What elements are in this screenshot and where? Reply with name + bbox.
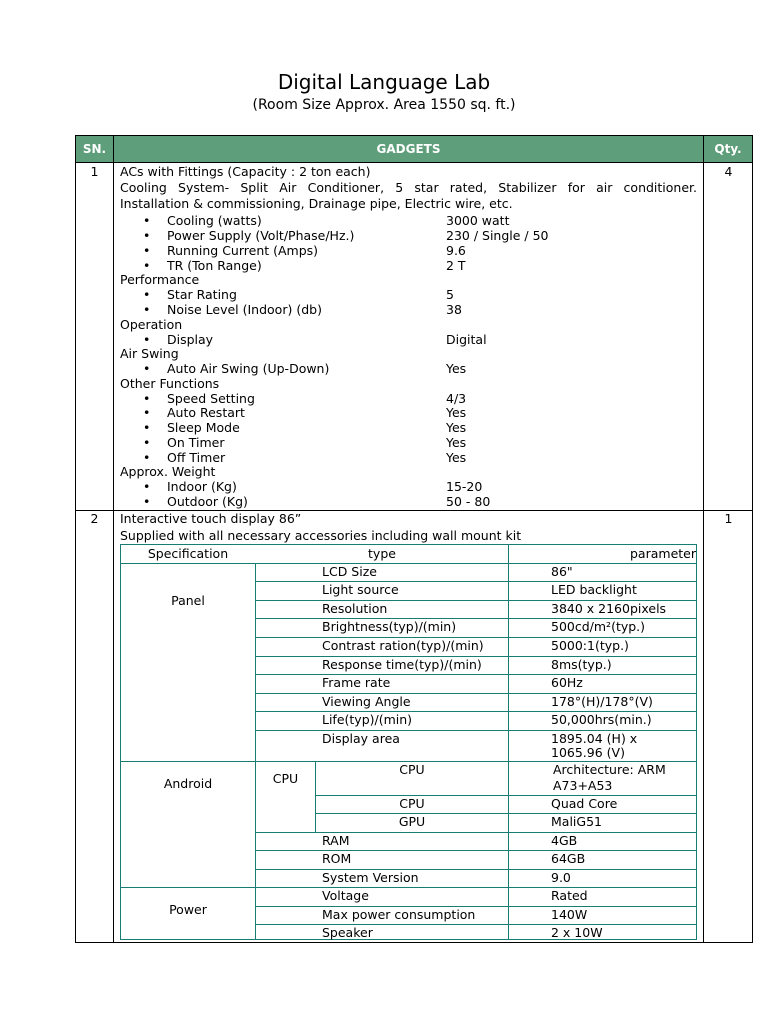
spec-type: Voltage — [322, 888, 369, 903]
spec-param: A73+A53 — [553, 778, 613, 793]
spec-param: Architecture: ARM — [553, 762, 666, 777]
item-2-title: Interactive touch display 86” — [120, 511, 302, 526]
list-item: • On Timer — [167, 435, 224, 450]
section-heading: Operation — [120, 317, 183, 332]
spec-type: Viewing Angle — [322, 694, 411, 709]
list-item: • Running Current (Amps) — [167, 243, 318, 258]
spec-type: GPU — [398, 814, 426, 829]
spec-param: 178°(H)/178°(V) — [551, 694, 653, 709]
spec-type: Light source — [322, 582, 399, 597]
spec-type: Display area — [322, 731, 400, 746]
spec-type: Frame rate — [322, 675, 391, 690]
list-value: Yes — [446, 405, 467, 420]
item-2-desc: Supplied with all necessary accessories including wall mount kit — [120, 528, 522, 543]
spec-param: 86" — [551, 564, 573, 579]
spec-param: 64GB — [551, 851, 586, 866]
header-gadgets: GADGETS — [114, 136, 703, 162]
list-item: • TR (Ton Range) — [167, 258, 262, 273]
spec-type: Speaker — [322, 925, 373, 940]
document-title: Digital Language Lab — [277, 70, 491, 94]
spec-param: Quad Core — [551, 796, 618, 811]
item-1-sn: 1 — [90, 164, 99, 179]
column-divider — [113, 136, 114, 942]
spec-type: Brightness(typ)/(min) — [322, 619, 457, 634]
spec-header-type: type — [368, 546, 396, 561]
item-1-title: ACs with Fittings (Capacity : 2 ton each) — [120, 164, 371, 179]
spec-type: LCD Size — [322, 564, 377, 579]
spec-header-parameter: parameter — [630, 546, 696, 561]
list-item: • Speed Setting — [167, 391, 255, 406]
item-1-qty: 4 — [724, 164, 733, 179]
list-value: 15-20 — [446, 479, 483, 494]
spec-header-specification: Specification — [147, 546, 229, 561]
list-item: • Star Rating — [167, 287, 237, 302]
item-2-qty: 1 — [724, 511, 733, 526]
list-value: 230 / Single / 50 — [446, 228, 549, 243]
spec-param: 500cd/m²(typ.) — [551, 619, 646, 634]
list-value: Yes — [446, 435, 467, 450]
spec-param: 1895.04 (H) x — [551, 731, 638, 746]
row-divider — [76, 162, 752, 163]
spec-type: Resolution — [322, 601, 388, 616]
spec-param: 5000:1(typ.) — [551, 638, 629, 653]
spec-type: RAM — [322, 833, 350, 848]
spec-param: 9.0 — [551, 870, 571, 885]
list-value: 9.6 — [446, 243, 466, 258]
spec-param: 2 x 10W — [551, 925, 603, 940]
list-item: • Auto Air Swing (Up-Down) — [167, 361, 329, 376]
list-item: • Cooling (watts) — [167, 213, 262, 228]
spec-param: 50,000hrs(min.) — [551, 712, 652, 727]
spec-type: System Version — [322, 870, 419, 885]
list-value: Yes — [446, 420, 467, 435]
list-value: 2 T — [446, 258, 466, 273]
column-divider — [703, 136, 704, 942]
gadgets-table — [75, 135, 753, 943]
section-heading: Approx. Weight — [120, 464, 216, 479]
section-heading: Performance — [120, 272, 200, 287]
spec-param: 60Hz — [551, 675, 583, 690]
header-qty: Qty. — [704, 136, 752, 162]
spec-type: Life(typ)/(min) — [322, 712, 413, 727]
list-item: • Noise Level (Indoor) (db) — [167, 302, 322, 317]
list-item: • Outdoor (Kg) — [167, 494, 248, 509]
list-item: • Indoor (Kg) — [167, 479, 237, 494]
group-label-power: Power — [169, 902, 207, 917]
spec-param: 8ms(typ.) — [551, 657, 612, 672]
document-subtitle: (Room Size Approx. Area 1550 sq. ft.) — [252, 97, 516, 113]
spec-param: 4GB — [551, 833, 578, 848]
group-label-cpu: CPU — [272, 771, 299, 786]
spec-type: Max power consumption — [322, 907, 476, 922]
item-1-desc-line2: Installation & commissioning, Drainage pipe, Electric wire, etc. — [120, 196, 513, 211]
list-value: Digital — [446, 332, 487, 347]
header-sn: SN. — [76, 136, 113, 162]
list-item: • Power Supply (Volt/Phase/Hz.) — [167, 228, 354, 243]
spec-param: LED backlight — [551, 582, 637, 597]
display-spec-table — [120, 544, 697, 940]
spec-param: MaliG51 — [551, 814, 602, 829]
list-value: 50 - 80 — [446, 494, 491, 509]
spec-type: Contrast ration(typ)/(min) — [322, 638, 484, 653]
list-item: • Auto Restart — [167, 405, 245, 420]
spec-param: 140W — [551, 907, 588, 922]
spec-param: 3840 x 2160pixels — [551, 601, 667, 616]
table-header — [76, 136, 752, 162]
list-item: • Off Timer — [167, 450, 225, 465]
list-value: 3000 watt — [446, 213, 510, 228]
item-1-desc-line1: Cooling System- Split Air Conditioner, 5 star rated, Stabilizer for air conditioner. — [120, 180, 697, 195]
section-heading: Other Functions — [120, 376, 220, 391]
list-value: 5 — [446, 287, 454, 302]
spec-param: Rated — [551, 888, 588, 903]
spec-type: ROM — [322, 851, 352, 866]
spec-param: 1065.96 (V) — [551, 745, 625, 760]
list-value: Yes — [446, 361, 467, 376]
list-value: 38 — [446, 302, 462, 317]
group-label-android: Android — [163, 776, 213, 791]
list-item: • Sleep Mode — [167, 420, 240, 435]
group-label-panel: Panel — [171, 593, 205, 608]
item-2-sn: 2 — [90, 511, 99, 526]
list-value: Yes — [446, 450, 467, 465]
spec-type: CPU — [399, 762, 425, 777]
list-item: • Display — [167, 332, 213, 347]
section-heading: Air Swing — [120, 346, 179, 361]
spec-type: CPU — [399, 796, 425, 811]
list-value: 4/3 — [446, 391, 467, 406]
spec-type: Response time(typ)/(min) — [322, 657, 482, 672]
